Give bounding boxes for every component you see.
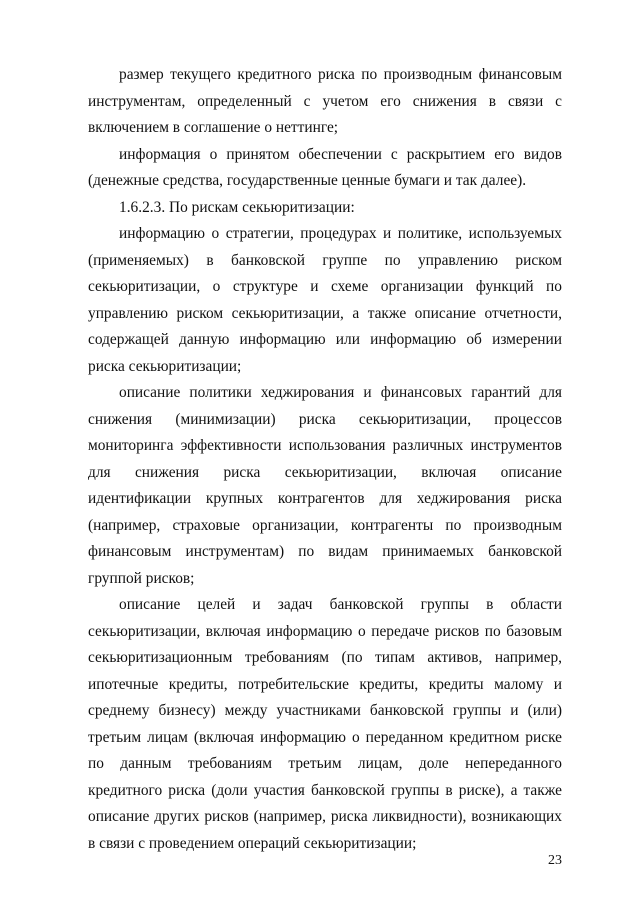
section-heading: 1.6.2.3. По рискам секьюритизации: — [119, 198, 355, 216]
paragraph: описание политики хеджирования и финансовых гарантий для снижения (минимизации) риска секьюритизации, процессов мониторинга эффективности использования различных инструментов для снижения риска секьюритизации, включая описание идентификации крупных контрагентов для хеджирования риска (например, страховые организации, контрагенты по производным финансовым инструментам) по видам принимаемых банковской группой рисков; — [88, 384, 562, 587]
paragraph: размер текущего кредитного риска по производным финансовым инструментам, определенный с учетом его снижения в связи с включением в соглашение о неттинге; — [88, 66, 562, 136]
paragraph: описание целей и задач банковской группы в области секьюритизации, включая информацию о передаче рисков по базовым секьюритизационным требованиям (по типам активов, например, ипотечные кредиты, потребительские кредиты, кредиты малому и среднему бизнесу) между участниками банковской группы и (или) третьим лицам (включая информацию о переданном кредитном риске по данным требованиям третьим лицам, доле непереданного кредитного риска (доли участия банковской группы в риске), а также описание других рисков (например, риска ликвидности), возникающих в связи с проведением операций секьюритизации; — [88, 596, 562, 852]
paragraph: информация о принятом обеспечении с раскрытием его видов (денежные средства, государственные ценные бумаги и так далее). — [88, 145, 562, 189]
paragraph: информацию о стратегии, процедурах и политике, используемых (применяемых) в банковской группе по управлению риском секьюритизации, о структуре и схеме организации функций по управлению риском секьюритизации, а также описание отчетности, содержащей данную информацию или информацию об измерении риска секьюритизации; — [88, 225, 562, 375]
page-number: 23 — [548, 853, 562, 868]
document-body — [88, 62, 562, 857]
